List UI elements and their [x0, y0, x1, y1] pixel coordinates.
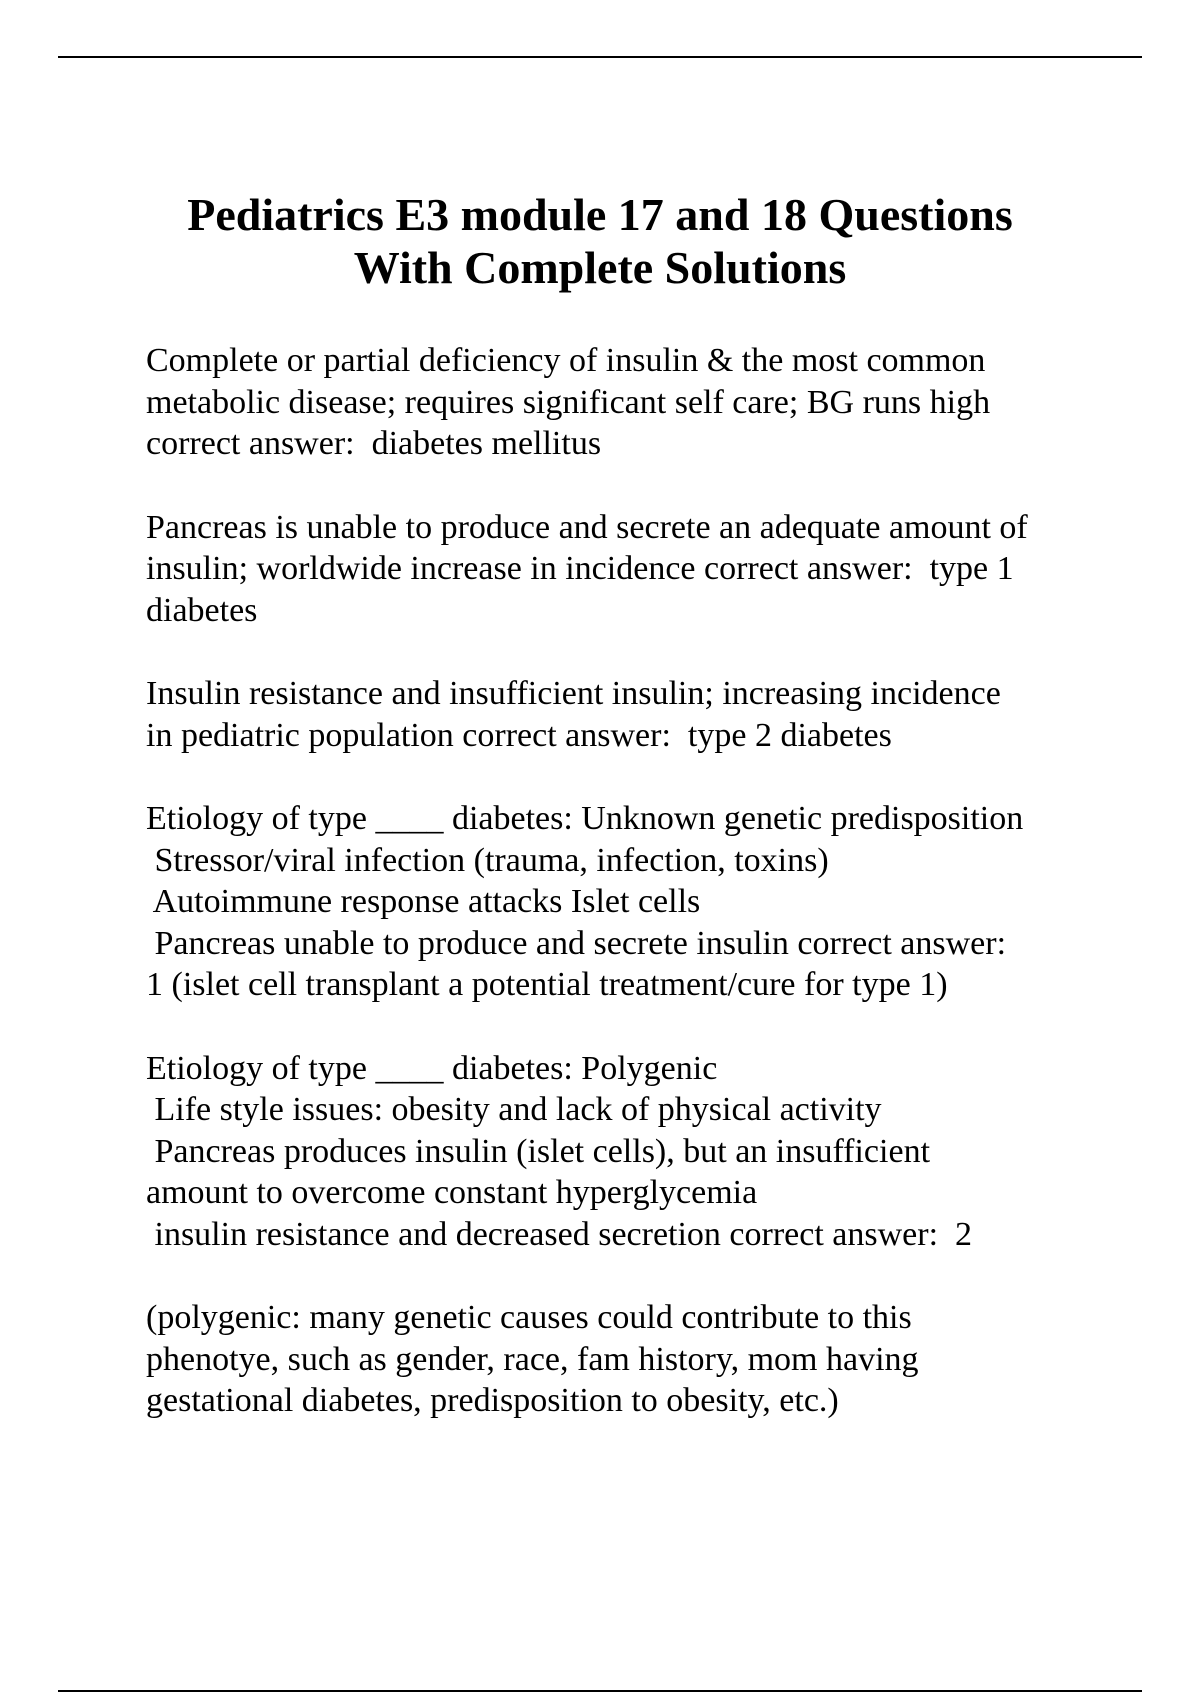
text-line: Pancreas unable to produce and secrete insulin correct answer:	[146, 924, 1007, 962]
title-line-1: Pediatrics E3 module 17 and 18 Questions	[187, 189, 1013, 240]
text-line: metabolic disease; requires significant self care; BG runs high	[146, 383, 991, 421]
question-list	[146, 340, 1146, 1464]
text-line: insulin resistance and decreased secretion correct answer: 2	[146, 1215, 973, 1253]
text-line: Insulin resistance and insufficient insulin; increasing incidence	[146, 675, 1001, 712]
text-line: Complete or partial deficiency of insulin & the most common	[146, 342, 986, 379]
text-line: Stressor/viral infection (trauma, infection, toxins)	[146, 841, 829, 879]
text-line: diabetes	[146, 591, 258, 629]
note-block-polygenic	[146, 1297, 1146, 1422]
question-block-diabetes-mellitus	[146, 340, 1146, 465]
question-block-etiology-type-2	[146, 1048, 1146, 1256]
text-line: amount to overcome constant hyperglycemia	[146, 1174, 758, 1211]
text-line: correct answer: diabetes mellitus	[146, 425, 602, 462]
text-line: in pediatric population correct answer: type 2 diabetes	[146, 716, 892, 754]
top-divider	[58, 56, 1142, 58]
text-line: insulin; worldwide increase in incidence correct answer: type 1	[146, 550, 1014, 587]
text-line: Pancreas is unable to produce and secrete an adequate amount of	[146, 508, 1028, 546]
question-block-type-1	[146, 507, 1146, 632]
text-line: 1 (islet cell transplant a potential treatment/cure for type 1)	[146, 966, 948, 1003]
text-line: (polygenic: many genetic causes could contribute to this	[146, 1299, 912, 1336]
text-line: phenotye, such as gender, race, fam history, mom having	[146, 1340, 919, 1378]
text-line: Pancreas produces insulin (islet cells), but an insufficient	[146, 1132, 931, 1170]
text-line: Etiology of type ____ diabetes: Unknown genetic predisposition	[146, 800, 1024, 837]
text-line: Autoimmune response attacks Islet cells	[146, 883, 701, 920]
document-title	[100, 188, 1100, 294]
title-line-2: With Complete Solutions	[353, 242, 847, 293]
text-line: Life style issues: obesity and lack of physical activity	[146, 1091, 882, 1128]
question-block-type-2	[146, 673, 1146, 756]
text-line: Etiology of type ____ diabetes: Polygenic	[146, 1049, 718, 1087]
question-block-etiology-type-1	[146, 798, 1146, 1006]
text-line: gestational diabetes, predisposition to obesity, etc.)	[146, 1382, 839, 1419]
bottom-divider	[58, 1690, 1142, 1692]
